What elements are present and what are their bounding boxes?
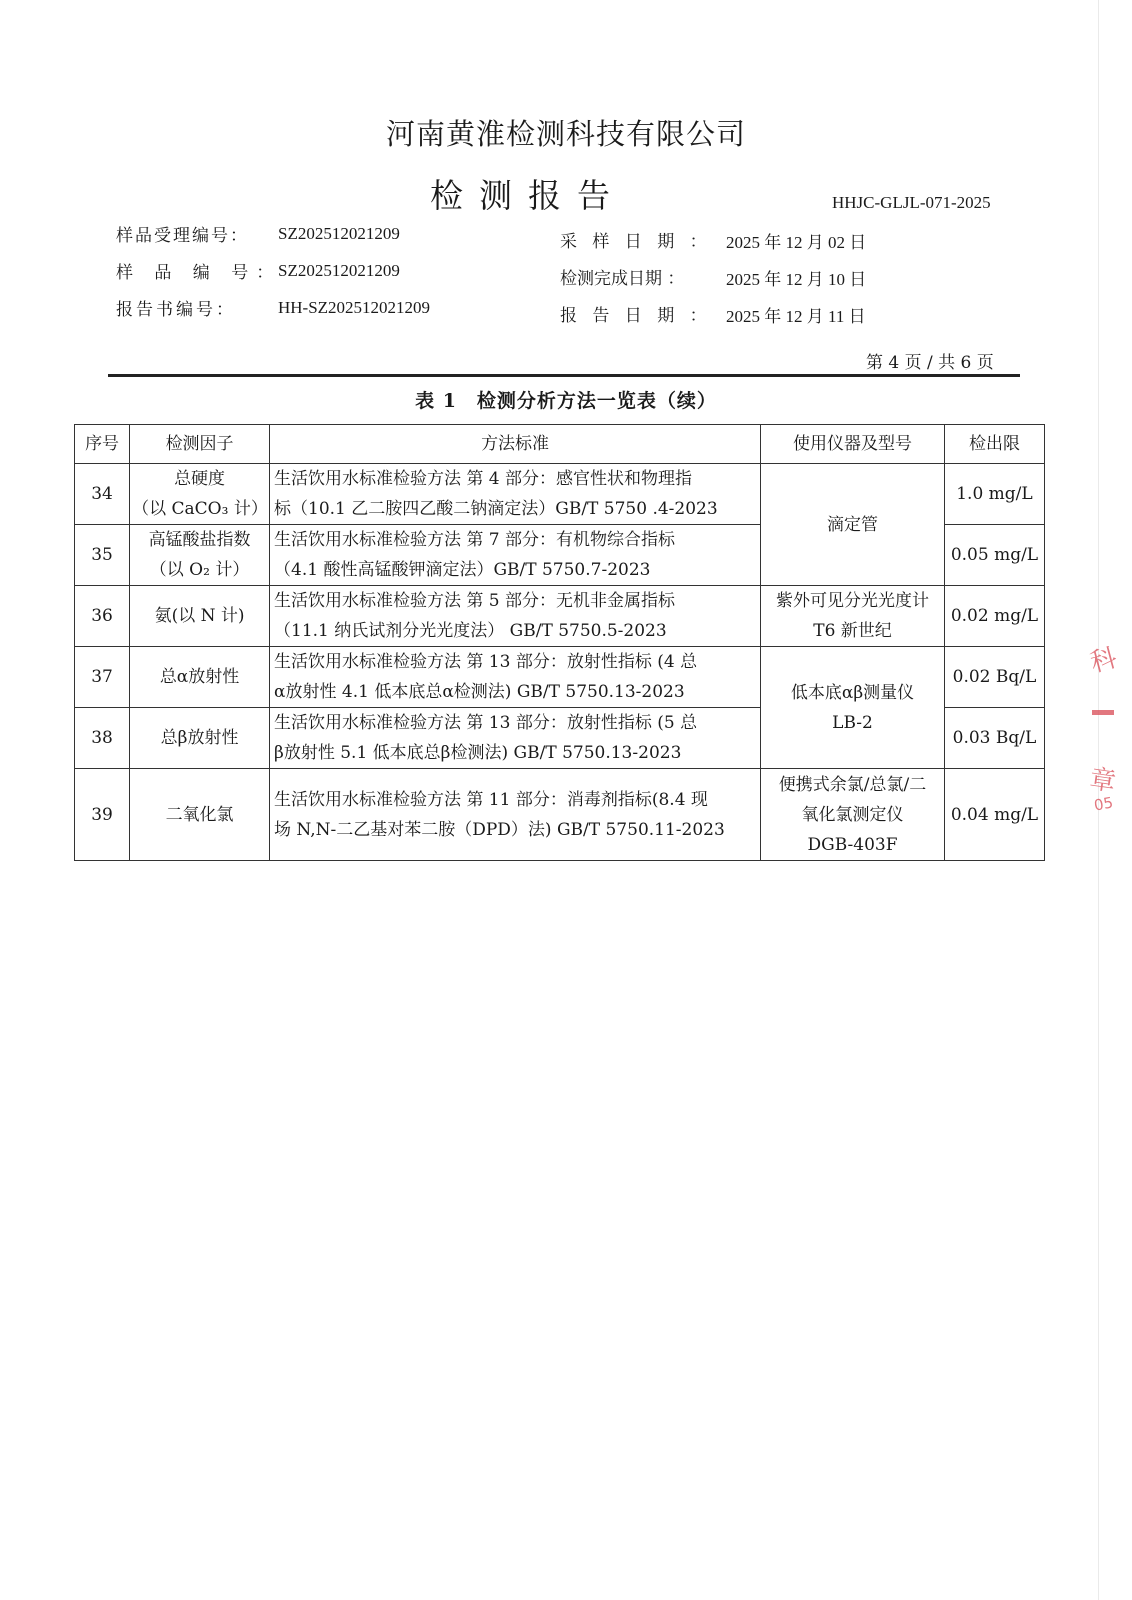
method-line: 生活饮用水标准检验方法 第 4 部分：感官性状和物理指 xyxy=(274,469,693,489)
factor-line: （以 O₂ 计） xyxy=(149,560,250,580)
report-no: HH-SZ202512021209 xyxy=(278,298,431,317)
row-factor: 二氧化氯 xyxy=(130,769,270,861)
factor-line: 高锰酸盐指数 xyxy=(148,530,251,550)
row-limit: 0.05 mg/L xyxy=(944,525,1044,586)
seal-stamp-fragment xyxy=(1087,640,1132,840)
report-title: 检测报告 xyxy=(430,176,626,215)
row-instrument: 滴定管 xyxy=(761,464,945,586)
method-line: 生活饮用水标准检验方法 第 5 部分：无机非金属指标 xyxy=(274,591,676,611)
table-row xyxy=(75,769,1045,861)
instrument-line: DGB-403F xyxy=(807,834,898,855)
table-row xyxy=(75,464,1045,525)
method-line: 生活饮用水标准检验方法 第 7 部分：有机物综合指标 xyxy=(274,530,676,550)
sample-no-label: 样 品 编 号： xyxy=(116,263,282,283)
report-date: 2025 年 12 月 11 日 xyxy=(726,307,866,326)
sampling-date-label: 采 样 日 期 ： xyxy=(560,232,712,252)
acceptance-no-label: 样品受理编号： xyxy=(116,226,249,246)
method-line: 生活饮用水标准检验方法 第 13 部分：放射性指标 (5 总 xyxy=(274,713,698,733)
sample-no: SZ202512021209 xyxy=(278,261,400,280)
instrument-line: 紫外可见分光光度计 xyxy=(776,591,930,611)
factor-line: 总硬度 xyxy=(174,469,226,489)
header-method: 方法标准 xyxy=(270,425,761,464)
report-no-label: 报告书编号： xyxy=(116,300,236,320)
row-limit: 0.02 Bq/L xyxy=(944,647,1044,708)
row-factor: 总α放射性 xyxy=(130,647,270,708)
row-limit: 0.02 mg/L xyxy=(944,586,1044,647)
report-date-label: 报 告 日 期 ： xyxy=(560,306,712,326)
row-factor: 氨(以 N 计) xyxy=(130,586,270,647)
row-no: 37 xyxy=(75,647,130,708)
row-no: 38 xyxy=(75,708,130,769)
document-code: HHJC-GLJL-071-2025 xyxy=(832,193,991,212)
row-instrument xyxy=(761,647,945,769)
instrument-line: 低本底αβ测量仪 xyxy=(790,682,915,703)
header-no: 序号 xyxy=(75,425,130,464)
method-line: 生活饮用水标准检验方法 第 13 部分：放射性指标 (4 总 xyxy=(274,652,698,672)
stamp-char: 05 xyxy=(1092,793,1115,815)
method-line: 生活饮用水标准检验方法 第 11 部分：消毒剂指标(8.4 现 xyxy=(274,789,708,810)
row-method xyxy=(270,647,761,708)
header-limit: 检出限 xyxy=(944,425,1044,464)
row-instrument xyxy=(761,769,945,861)
header-instrument: 使用仪器及型号 xyxy=(761,425,945,464)
row-no: 36 xyxy=(75,586,130,647)
method-line: α放射性 4.1 低本底总α检测法) GB/T 5750.13-2023 xyxy=(274,682,685,702)
row-method xyxy=(270,769,761,861)
row-instrument xyxy=(761,586,945,647)
method-line: 场 N,N-二乙基对苯二胺（DPD）法) GB/T 5750.11-2023 xyxy=(274,819,725,840)
row-method xyxy=(270,708,761,769)
table-header-row xyxy=(75,425,1045,464)
header-factor: 检测因子 xyxy=(130,425,270,464)
header-rule xyxy=(108,374,1020,377)
row-limit: 1.0 mg/L xyxy=(944,464,1044,525)
finish-date-label: 检测完成日期 ： xyxy=(560,269,685,289)
row-no: 35 xyxy=(75,525,130,586)
table-caption: 表 1 检测分析方法一览表（续） xyxy=(415,390,717,412)
stamp-char: 科 xyxy=(1087,643,1121,679)
acceptance-no: SZ202512021209 xyxy=(278,224,400,243)
stamp-mark xyxy=(1092,710,1114,715)
row-factor xyxy=(130,525,270,586)
instrument-line: LB-2 xyxy=(832,712,873,733)
stamp-char: 章 xyxy=(1087,764,1118,798)
row-limit: 0.04 mg/L xyxy=(944,769,1044,861)
method-line: （11.1 纳氏试剂分光光度法） GB/T 5750.5-2023 xyxy=(274,621,667,641)
method-table xyxy=(74,424,1045,861)
factor-line: （以 CaCO₃ 计） xyxy=(132,499,268,519)
row-no: 39 xyxy=(75,769,130,861)
row-factor: 总β放射性 xyxy=(130,708,270,769)
row-limit: 0.03 Bq/L xyxy=(944,708,1044,769)
method-line: （4.1 酸性高锰酸钾滴定法）GB/T 5750.7-2023 xyxy=(274,560,651,580)
method-line: β放射性 5.1 低本底总β检测法) GB/T 5750.13-2023 xyxy=(274,743,682,763)
row-method xyxy=(270,586,761,647)
row-factor xyxy=(130,464,270,525)
instrument-line: 氧化氯测定仪 xyxy=(801,804,904,825)
instrument-line: T6 新世纪 xyxy=(813,621,892,641)
instrument-line: 便携式余氯/总氯/二 xyxy=(778,774,927,795)
finish-date: 2025 年 12 月 10 日 xyxy=(726,270,867,289)
method-line: 标（10.1 乙二胺四乙酸二钠滴定法）GB/T 5750 .4-2023 xyxy=(274,499,718,519)
sampling-date: 2025 年 12 月 02 日 xyxy=(726,233,867,252)
table-row xyxy=(75,647,1045,708)
page-number: 第 4 页 / 共 6 页 xyxy=(866,353,994,373)
table-row xyxy=(75,586,1045,647)
row-method xyxy=(270,464,761,525)
row-no: 34 xyxy=(75,464,130,525)
company-name: 河南黄淮检测科技有限公司 xyxy=(385,117,746,151)
row-method xyxy=(270,525,761,586)
